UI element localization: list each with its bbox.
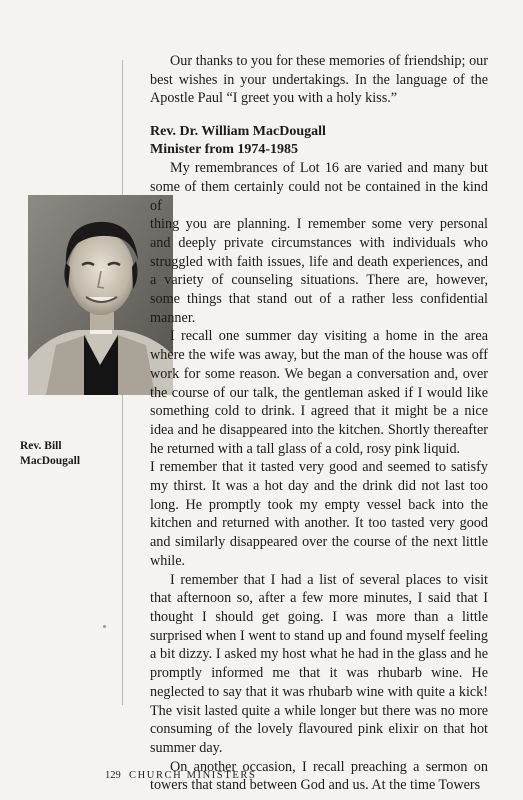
intro-paragraph: Our thanks to you for these memories of friendship; our best wishes in your undertakings. In the language of the Apostle Paul “I greet you with a holy kiss.”	[150, 53, 488, 107]
paragraph-2-wrap: I recall one summer day visiting a home in the area where the wife was away, but the man of the house was off work for some reason. We began a conversation and, over the course of our talk, the gentleman asked if I would like something cold to drink. I agreed that it might be a nice idea and he disappeared into the kitchen. Shortly thereafter he returned with a tall glass of a cold, rosy pink liquid.	[150, 328, 488, 457]
section-heading-role: Minister from 1974-1985	[150, 142, 299, 158]
section-title: CHURCH MINISTERS	[128, 770, 257, 781]
paragraph-4: On another occasion, I recall preaching a sermon on towers that stand between God and us. At the time Towers	[150, 758, 488, 794]
paragraph-3: I remember that I had a list of several places to visit that afternoon so, after a few more minutes, I said that I thought I should get going. I was more than a little surprised when I went to stand up and found myself feeling a bit dizzy. I asked my host what he had in the glass and he promptly informed me that it was rhubarb wine. He neglected to say that it was rhubarb wine with quite a kick! The visit lasted quite a while longer but there was no more consuming of the lovely flavoured pink elixir on that hot summer day.	[150, 571, 488, 756]
article-body	[150, 52, 488, 795]
caption-line-2: MacDougall	[20, 455, 81, 467]
paragraph-2-rest: I remember that it tasted very good and seemed to satisfy my thirst. It was a hot day and the drink did not last too long. He promptly took my empty vessel back into the kitchen and returned with another. It too tasted very good and similarly disappeared over the course of the next little while.	[150, 459, 488, 569]
caption-line-1: Rev. Bill	[20, 440, 62, 452]
section-heading-name: Rev. Dr. William MacDougall	[150, 124, 326, 140]
photo-caption	[20, 439, 100, 469]
margin-mark	[103, 625, 106, 628]
page-number: 129	[105, 770, 121, 781]
paragraph-1-lead: My remembrances of Lot 16 are varied and many but some of them certainly could not be contained in the kind of	[150, 160, 488, 214]
page-footer	[105, 770, 256, 781]
paragraph-1-wrap: thing you are planning. I remember some very personal and deeply private circumstances with individuals who struggled with faith issues, life and death experiences, and a variety of counseling situations. There are, however, some things that stand out of a rather less confidential manner.	[150, 216, 488, 326]
